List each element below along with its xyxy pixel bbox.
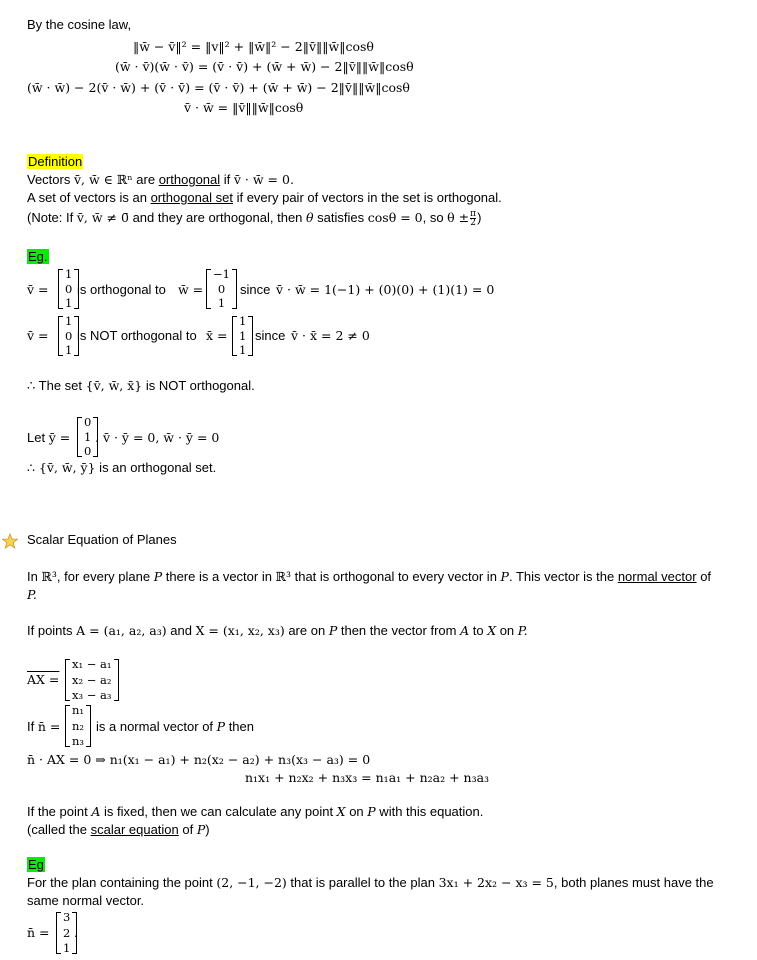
example-2-line-1: For the plan containing the point (2, −1, −2) that is parallel to the plan 3x₁ + 2x₂ − x₃ = 5, both planes must have the bbox=[27, 875, 714, 890]
cosine-line-4: v̄ · w̄ = ‖v̄‖‖w̄‖cosθ bbox=[184, 100, 304, 115]
example-2-heading: Eg bbox=[28, 857, 44, 872]
ax-vector: x₁ − a₁ x₂ − a₂ x₃ − a₃ bbox=[65, 659, 119, 701]
orthogonal-text: is orthogonal to bbox=[77, 282, 166, 297]
normal-vector-text: is a normal vector of P then bbox=[96, 719, 254, 734]
let-y-line: Let ȳ = bbox=[27, 430, 71, 445]
scalar-equation-1: n̄ · AX = 0 ⇒ n₁(x₁ − a₁) + n₂(x₂ − a₂) + n₃(x₃ − a₃) = 0 bbox=[27, 752, 371, 767]
definition-line-1: Vectors v̄, w̄ ∈ ℝⁿ are orthogonal if v̄ · w̄ = 0. bbox=[27, 172, 294, 187]
ax-label: AX = bbox=[27, 672, 60, 687]
dot-product-calc-1: v̄ · w̄ = 1(−1) + (0)(0) + (1)(1) = 0 bbox=[276, 282, 495, 297]
planes-paragraph-1: In ℝ³, for every plane P there is a vector in ℝ³ that is orthogonal to every vector in P. This vector is the normal vector of bbox=[27, 569, 712, 584]
conclusion-not-orthogonal: ∴ The set {v̄, w̄, x̄} is NOT orthogonal. bbox=[27, 378, 255, 393]
example-1-heading: Eg. bbox=[28, 249, 48, 264]
star-icon bbox=[2, 533, 18, 549]
planes-paragraph-2: If points A = (a₁, a₂, a₃) and X = (x₁, x₂, x₃) are on P then the vector from A to X on P. bbox=[27, 623, 528, 638]
n-vector-2: 3 2 1 bbox=[56, 912, 77, 954]
cosine-line-3: (w̄ · w̄) − 2(v̄ · w̄) + (v̄ · v̄) = (v̄ · v̄) + (w̄ + w̄) − 2‖v̄‖‖w̄‖cosθ bbox=[27, 80, 410, 95]
definition-heading: Definition bbox=[28, 154, 83, 169]
planes-paragraph-1-cont: P. bbox=[27, 587, 37, 602]
conclusion-orthogonal-set: ∴ {v̄, w̄, ȳ} is an orthogonal set. bbox=[27, 460, 217, 475]
since-text-1: since bbox=[240, 282, 271, 297]
w-vector: −1 0 1 bbox=[206, 269, 237, 309]
scalar-equation-2: n₁x₁ + n₂x₂ + n₃x₃ = n₁a₁ + n₂a₂ + n₃a₃ bbox=[245, 770, 490, 785]
cosine-intro: By the cosine law, bbox=[27, 17, 132, 32]
n-vector-period: . bbox=[74, 925, 78, 940]
y-dot-products: . v̄ · ȳ = 0, w̄ · ȳ = 0 bbox=[95, 430, 220, 445]
v-label-2: v̄ = bbox=[27, 328, 49, 343]
dot-product-calc-2: v̄ · x̄ = 2 ≠ 0 bbox=[291, 328, 370, 343]
not-orthogonal-text: is NOT orthogonal to bbox=[77, 328, 197, 343]
n-vector: n₁ n₂ n₃ bbox=[65, 705, 91, 747]
v-vector-2: 1 0 1 bbox=[58, 316, 79, 356]
v-label: v̄ = bbox=[27, 282, 49, 297]
scalar-equation-note: (called the scalar equation of P) bbox=[27, 822, 210, 837]
y-vector: 0 1 0 bbox=[77, 417, 98, 457]
normal-vector-if: If n̄ = bbox=[27, 719, 61, 734]
n-label-2: n̄ = bbox=[27, 925, 50, 940]
v-vector: 1 0 1 bbox=[58, 269, 79, 309]
w-label: w̄ = bbox=[178, 282, 204, 297]
section-title: Scalar Equation of Planes bbox=[27, 532, 177, 547]
fixed-point-text: If the point A is fixed, then we can calculate any point X on P with this equation. bbox=[27, 804, 484, 819]
x-label: x̄ = bbox=[206, 328, 228, 343]
example-2-line-2: same normal vector. bbox=[27, 893, 145, 908]
since-text-2: since bbox=[255, 328, 286, 343]
definition-line-2: A set of vectors is an orthogonal set if every pair of vectors in the set is orthogonal. bbox=[27, 190, 502, 205]
cosine-line-1: ‖w̄ − v̄‖² = ‖v‖² + ‖w̄‖² − 2‖v̄‖‖w̄‖cosθ bbox=[133, 39, 374, 54]
x-vector: 1 1 1 bbox=[232, 316, 253, 356]
cosine-line-2: (w̄ · v̄)(w̄ · v̄) = (v̄ · v̄) + (w̄ + w̄) − 2‖v̄‖‖w̄‖cosθ bbox=[115, 59, 414, 74]
definition-line-3: (Note: If v̄, w̄ ≠ 0̄ and they are orthogonal, then θ satisfies cosθ = 0, so θ ± $\frac{\pi}{2}$ ) bbox=[27, 209, 482, 229]
